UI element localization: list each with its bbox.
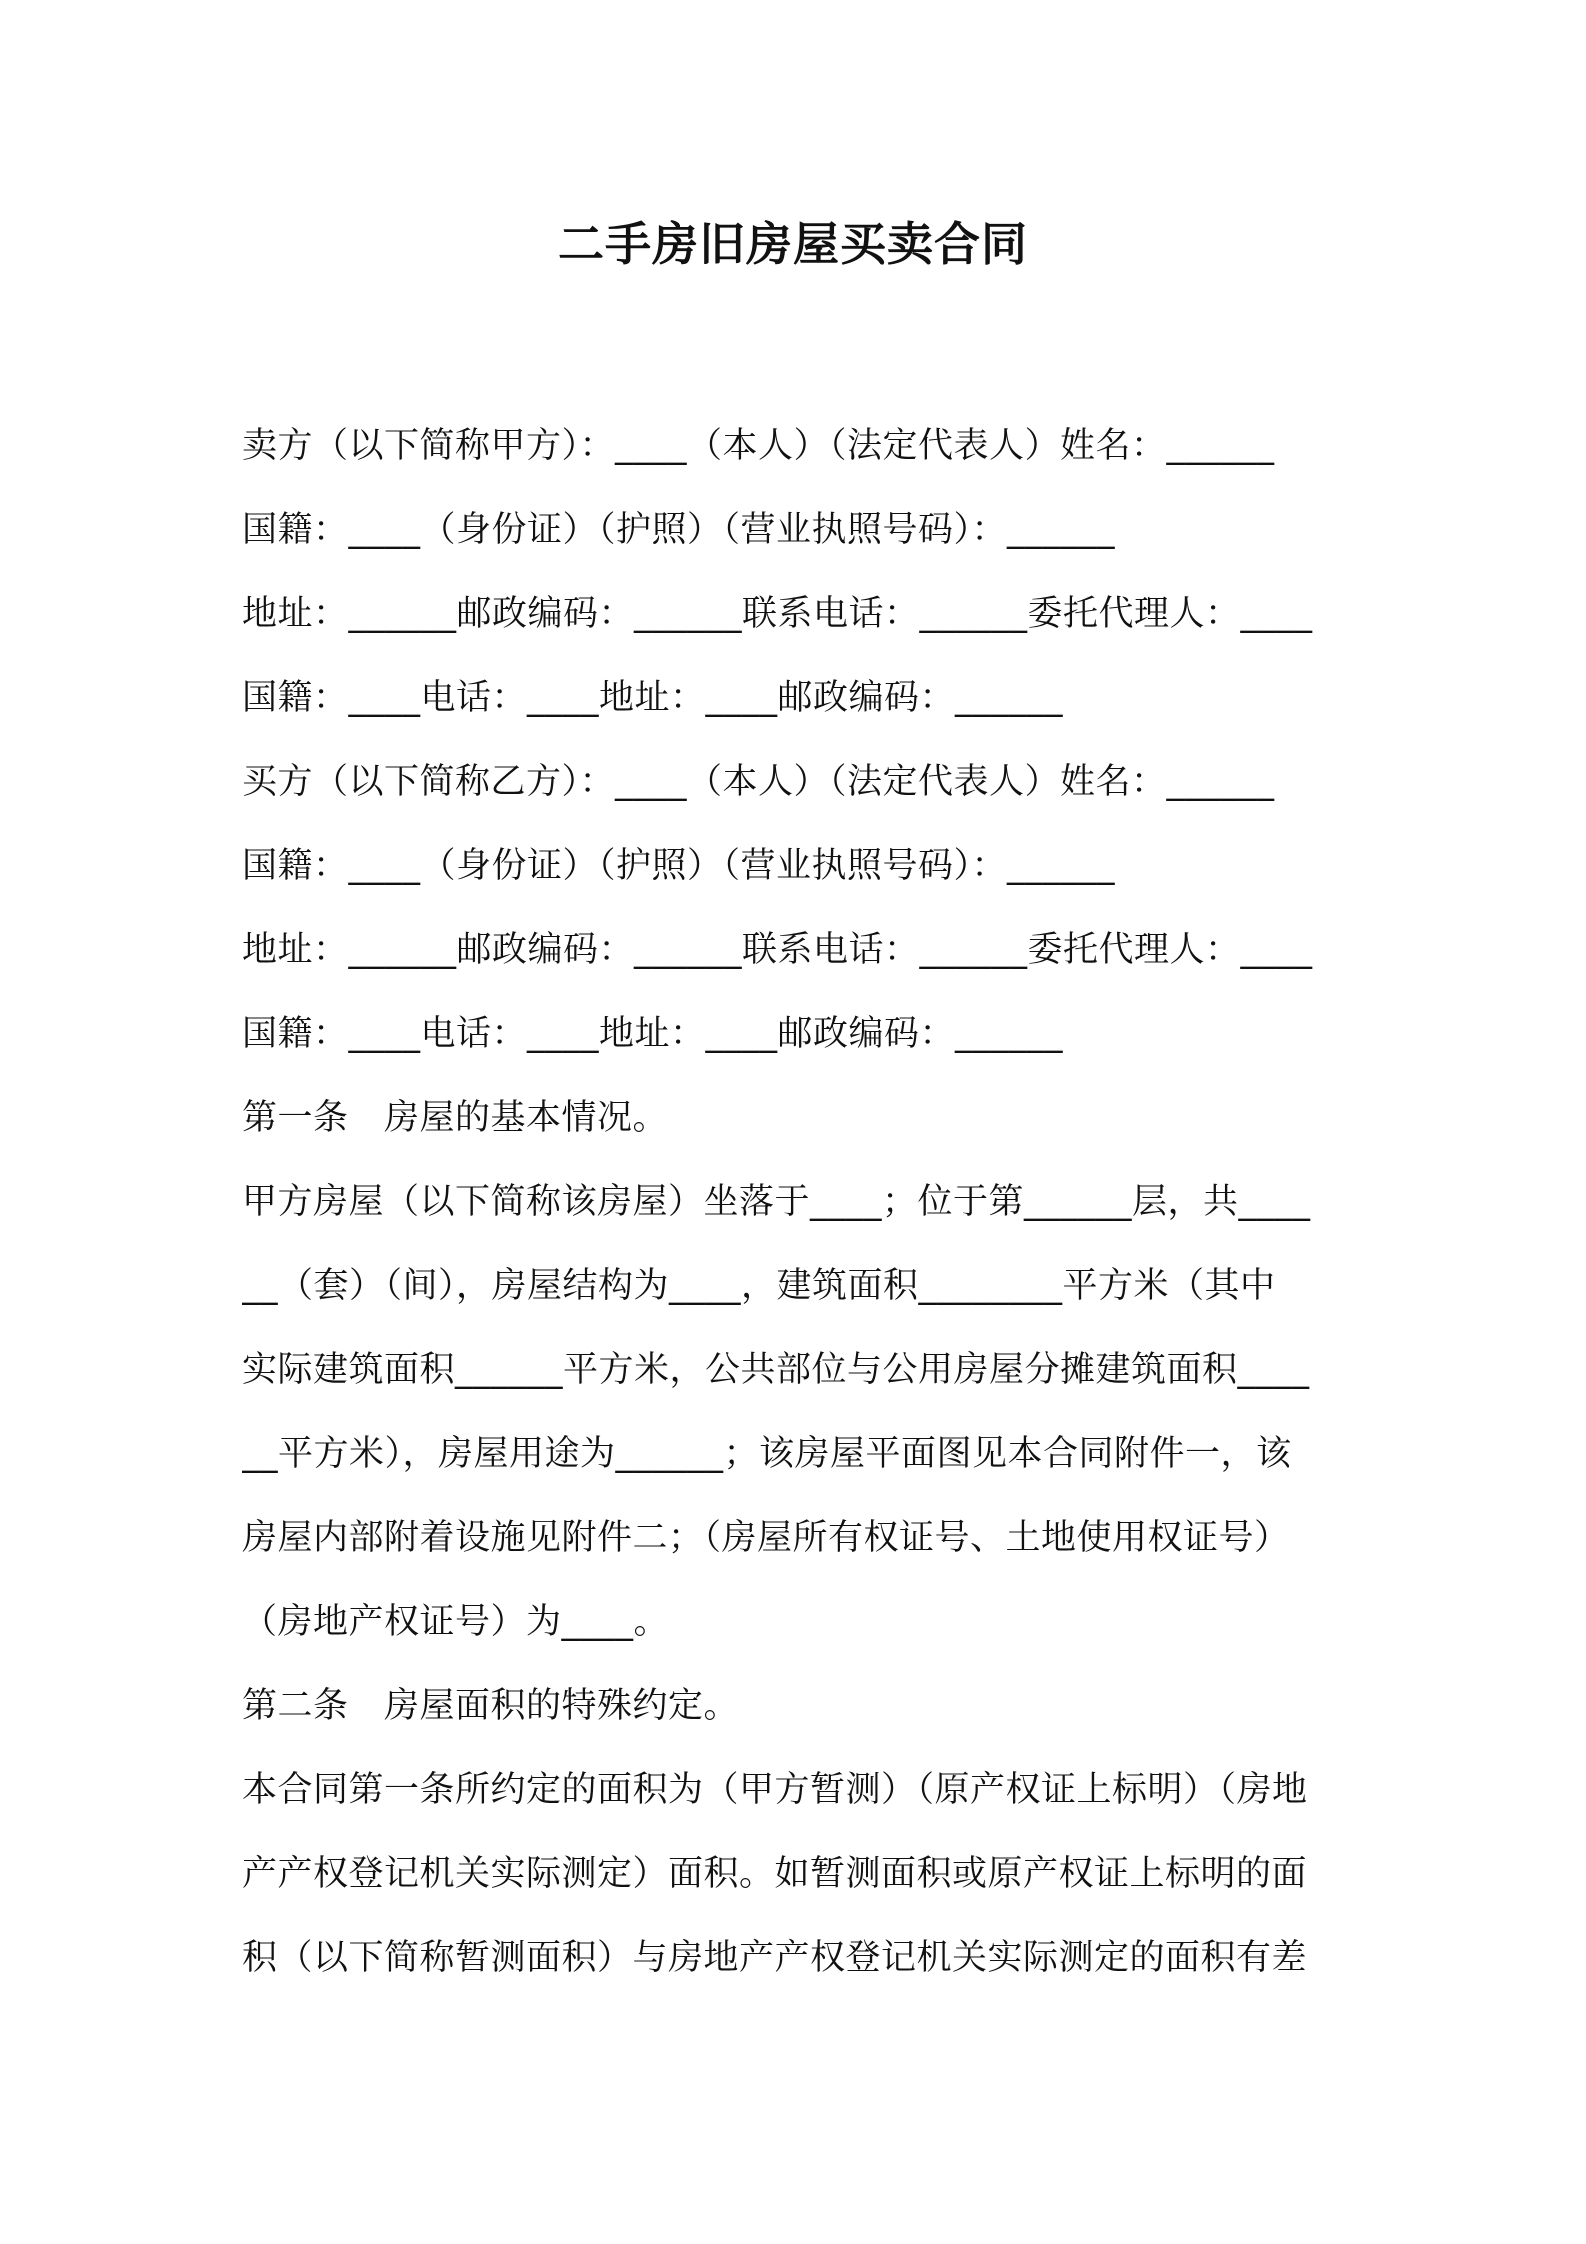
document-title: 二手房旧房屋买卖合同 [558,217,1028,271]
article-1-heading: 第一条 房屋的基本情况。 [242,1098,669,1138]
seller-address-line: 地址：______邮政编码：______联系电话：______委托代理人：____ [242,594,1313,634]
buyer-nationality-line: 国籍：____（身份证）（护照）（营业执照号码）：______ [242,846,1116,886]
article-1-text-line: 实际建筑面积______平方米，公共部位与公用房屋分摊建筑面积____ [242,1350,1310,1390]
article-2-heading: 第二条 房屋面积的特殊约定。 [242,1686,740,1726]
article-1-text-line: 甲方房屋（以下简称该房屋）坐落于____；位于第______层，共____ [242,1182,1311,1222]
article-2-text-line: 本合同第一条所约定的面积为（甲方暂测）（原产权证上标明）（房地 [242,1770,1308,1810]
article-2-text-line: 积（以下简称暂测面积）与房地产产权登记机关实际测定的面积有差 [242,1938,1308,1978]
seller-agent-line: 国籍：____电话：____地址：____邮政编码：______ [242,678,1064,718]
seller-nationality-line: 国籍：____（身份证）（护照）（营业执照号码）：______ [242,510,1116,550]
article-1-text-line: 房屋内部附着设施见附件二；（房屋所有权证号、土地使用权证号） [242,1518,1290,1558]
seller-line: 卖方（以下简称甲方）：____（本人）（法定代表人）姓名：______ [242,426,1275,466]
article-1-text-line: __平方米），房屋用途为______；该房屋平面图见本合同附件一，该 [242,1434,1292,1474]
buyer-agent-line: 国籍：____电话：____地址：____邮政编码：______ [242,1014,1064,1054]
buyer-address-line: 地址：______邮政编码：______联系电话：______委托代理人：____ [242,930,1313,970]
document-body [242,404,1357,2000]
article-2-text-line: 产产权登记机关实际测定）面积。如暂测面积或原产权证上标明的面 [242,1854,1308,1894]
article-1-text-line: （房地产权证号）为____。 [242,1602,670,1642]
article-1-text-line: __（套）（间），房屋结构为____，建筑面积________平方米（其中 [242,1266,1276,1306]
buyer-line: 买方（以下简称乙方）：____（本人）（法定代表人）姓名：______ [242,762,1275,802]
